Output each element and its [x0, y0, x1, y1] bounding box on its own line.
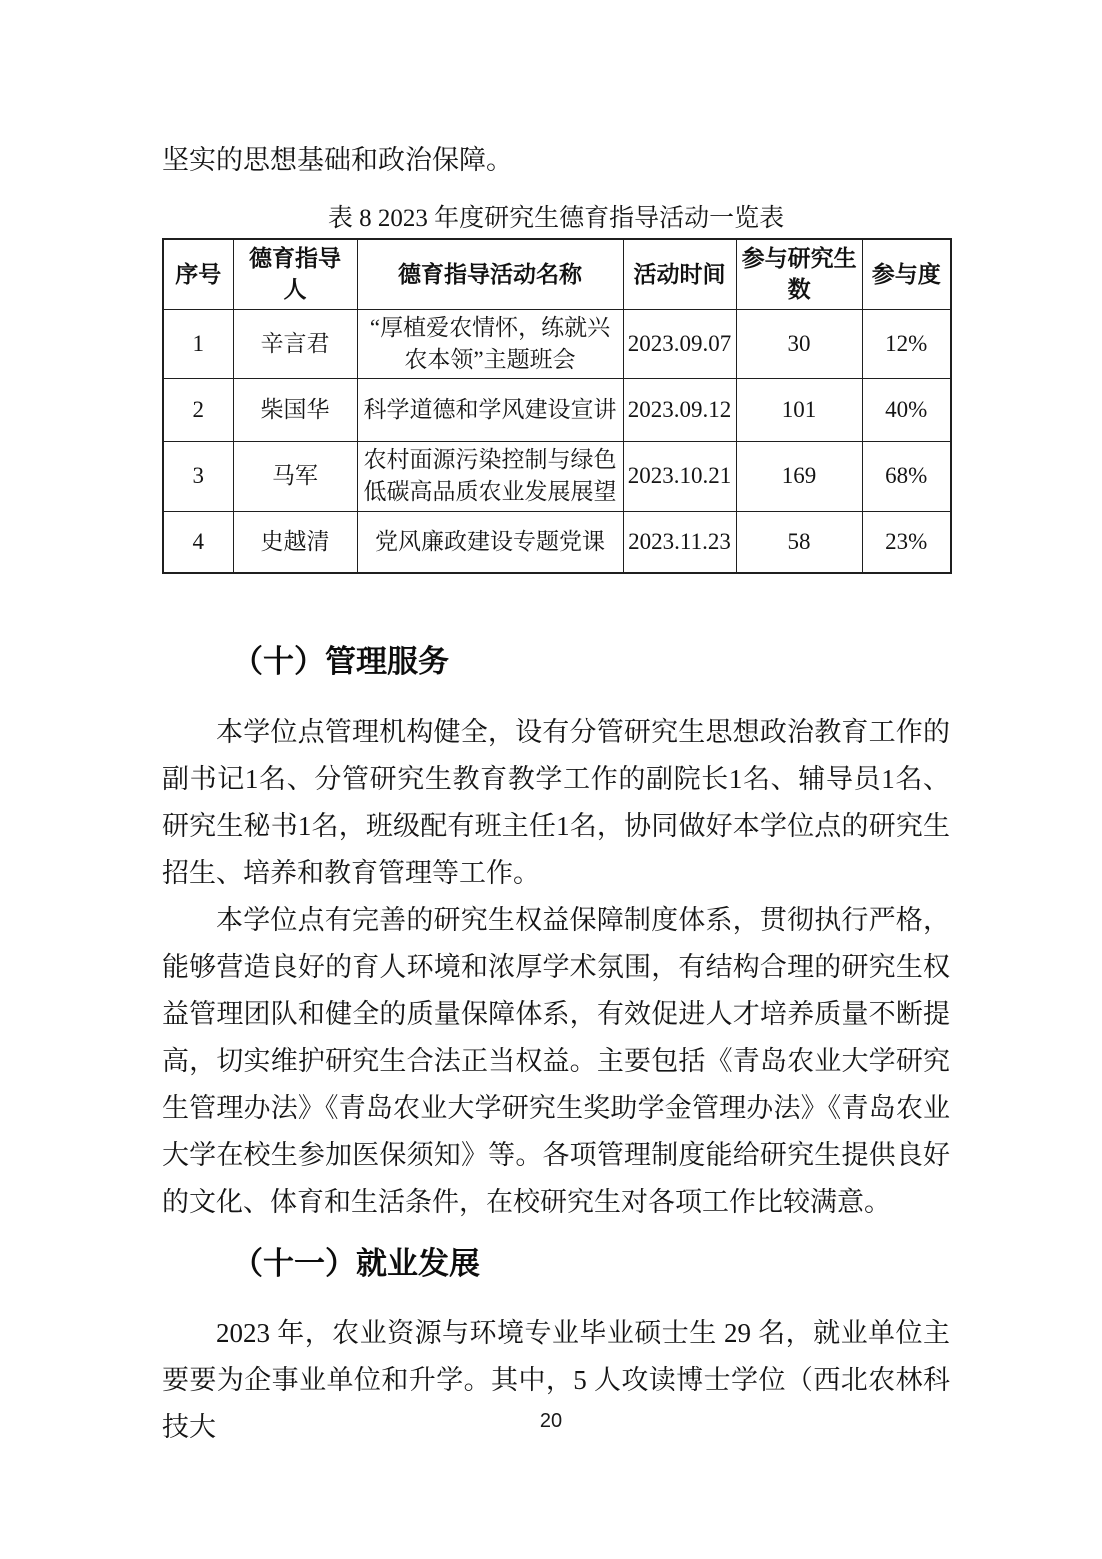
table-cell-no: 4: [163, 511, 233, 573]
table-cell-participants: 30: [736, 309, 862, 378]
table-header-activity: 德育指导活动名称: [357, 239, 623, 309]
table-cell-date: 2023.09.12: [623, 378, 736, 441]
table-cell-participants: 101: [736, 378, 862, 441]
intro-paragraph: 坚实的思想基础和政治保障。: [162, 145, 513, 175]
table-cell-no: 3: [163, 441, 233, 511]
table-cell-mentor: 马军: [233, 441, 357, 511]
table-header-date: 活动时间: [623, 239, 736, 309]
table-body: [163, 309, 951, 573]
table-cell-rate: 68%: [862, 441, 951, 511]
table-caption: 表 8 2023 年度研究生德育指导活动一览表: [327, 205, 785, 232]
table-header-no: 序号: [163, 239, 233, 309]
table-cell-date: 2023.09.07: [623, 309, 736, 378]
table-cell-no: 2: [163, 378, 233, 441]
table-header-rate: 参与度: [862, 239, 951, 309]
table-cell-participants: 58: [736, 511, 862, 573]
table-cell-rate: 40%: [862, 378, 951, 441]
table-cell-activity: 党风廉政建设专题党课: [357, 511, 623, 573]
table-row: [163, 309, 951, 378]
moral-education-activities-table: [162, 238, 952, 574]
management-paragraph-2: 本学位点有完善的研究生权益保障制度体系，贯彻执行严格，能够营造良好的育人环境和浓厚学术氛围，有结构合理的研究生权益管理团队和健全的质量保障体系，有效促进人才培养质量不断提高，切实维护研究生合法正当权益。主要包括《青岛农业大学研究生管理办法》《青岛农业大学研究生奖助学金管理办法》《青岛农业大学在校生参加医保须知》等。各项管理制度能给研究生提供良好的文化、体育和生活条件，在校研究生对各项工作比较满意。: [162, 905, 950, 1217]
table-cell-rate: 23%: [862, 511, 951, 573]
table-cell-mentor: 史越清: [233, 511, 357, 573]
table-cell-participants: 169: [736, 441, 862, 511]
table-cell-mentor: 辛言君: [233, 309, 357, 378]
table-cell-rate: 12%: [862, 309, 951, 378]
table-row: [163, 511, 951, 573]
table-cell-activity: 科学道德和学风建设宣讲: [357, 378, 623, 441]
table-cell-activity: “厚植爱农情怀，练就兴农本领”主题班会: [357, 309, 623, 378]
section-heading-employment: （十一）就业发展: [232, 1246, 480, 1281]
table-header-participants: 参与研究生数: [736, 239, 862, 309]
table-cell-date: 2023.10.21: [623, 441, 736, 511]
table-cell-date: 2023.11.23: [623, 511, 736, 573]
table-cell-no: 1: [163, 309, 233, 378]
table-header-row: [163, 239, 951, 309]
table-header-mentor: 德育指导人: [233, 239, 357, 309]
table-cell-activity: 农村面源污染控制与绿色低碳高品质农业发展展望: [357, 441, 623, 511]
employment-paragraph-1: 2023 年，农业资源与环境专业毕业硕士生 29 名，就业单位主要要为企事业单位和升学。其中，5 人攻读博士学位（西北农林科技大: [162, 1318, 950, 1442]
table-row: [163, 378, 951, 441]
section-heading-management-service: （十）管理服务: [232, 644, 449, 679]
table-cell-mentor: 柴国华: [233, 378, 357, 441]
table-row: [163, 441, 951, 511]
management-paragraph-1: 本学位点管理机构健全，设有分管研究生思想政治教育工作的副书记1名、分管研究生教育教学工作的副院长1名、辅导员1名、研究生秘书1名，班级配有班主任1名，协同做好本学位点的研究生招生、培养和教育管理等工作。: [162, 717, 950, 888]
page-content: [162, 140, 950, 1451]
page-number: 20: [539, 1410, 563, 1432]
